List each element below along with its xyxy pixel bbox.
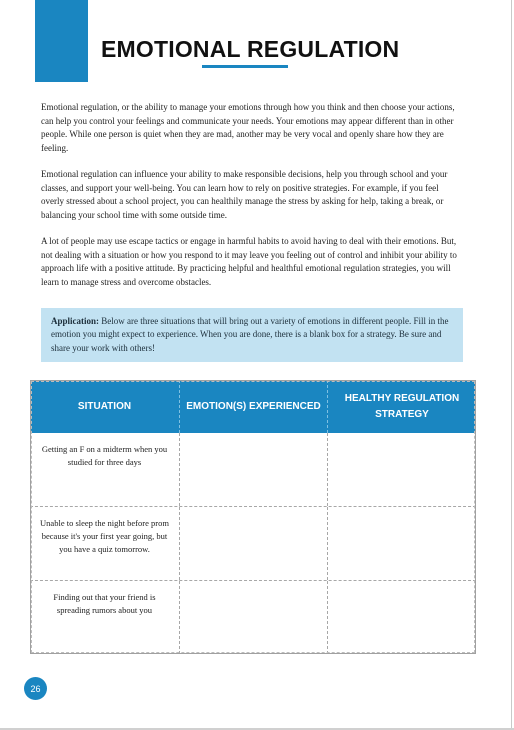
strategy-input-cell[interactable] — [328, 507, 476, 580]
influence-paragraph: Emotional regulation can influence your ability to make responsible decisions, help you through school and your classes, and support your well-being. You can learn how to rely on positive strategies. For example, if you feel overly stressed about a school project, you can healthily manage the stress by asking for help, taking a break, or balancing your school time with some outside time. — [41, 169, 448, 220]
header-strategy: HEALTHY REGULATION STRATEGY — [344, 392, 460, 420]
situation-cell: Getting an F on a midterm when you studied for three days — [30, 433, 180, 506]
emotion-input-cell[interactable] — [180, 507, 328, 580]
strategy-input-cell[interactable] — [328, 433, 476, 506]
table-header — [30, 380, 476, 433]
situation-cell: Finding out that your friend is spreading rumors about you — [30, 581, 180, 654]
table-row — [30, 580, 476, 654]
application-box — [41, 308, 463, 362]
table-row — [30, 506, 476, 580]
worksheet-table-body — [30, 433, 476, 654]
intro-paragraph: Emotional regulation, or the ability to manage your emotions through how you think and then choose your actions, can help you control your feelings and communicate your needs. Your emotions may appear different than in other people. While one person is quiet when they are mad, another may be very vocal and openly share how they are feeling. — [41, 102, 455, 153]
page-edge-right — [511, 0, 512, 730]
escape-tactics-paragraph: A lot of people may use escape tactics or engage in harmful habits to avoid having to deal with their emotions. But, not dealing with a situation or how you respond to it may leave you feeling out of control and inhibit your ability to approach life with a positive attitude. By practicing helpful and healthful emotional regulation strategies, you will learn to manage stress and overcome obstacles. — [41, 236, 457, 287]
application-label: Application: — [51, 316, 100, 326]
page-title: EMOTIONAL REGULATION — [101, 36, 400, 62]
title-underline — [202, 65, 288, 68]
emotion-input-cell[interactable] — [180, 581, 328, 654]
emotion-input-cell[interactable] — [180, 433, 328, 506]
page-number-badge — [24, 677, 47, 700]
header-emotions: EMOTION(S) EXPERIENCED — [180, 380, 328, 433]
situation-cell: Unable to sleep the night before prom because it's your first year going, but you have a quiz tomorrow. — [30, 507, 180, 580]
table-row — [30, 433, 476, 506]
strategy-input-cell[interactable] — [328, 581, 476, 654]
title-accent-block — [35, 0, 88, 82]
application-text: Below are three situations that will bring out a variety of emotions in different people. Fill in the emotion you might expect to experience. When you are done, there is a blank box for a strategy. Be sure and share your work with others! — [51, 316, 449, 353]
header-situation: SITUATION — [30, 380, 180, 433]
page-number: 26 — [30, 683, 41, 694]
